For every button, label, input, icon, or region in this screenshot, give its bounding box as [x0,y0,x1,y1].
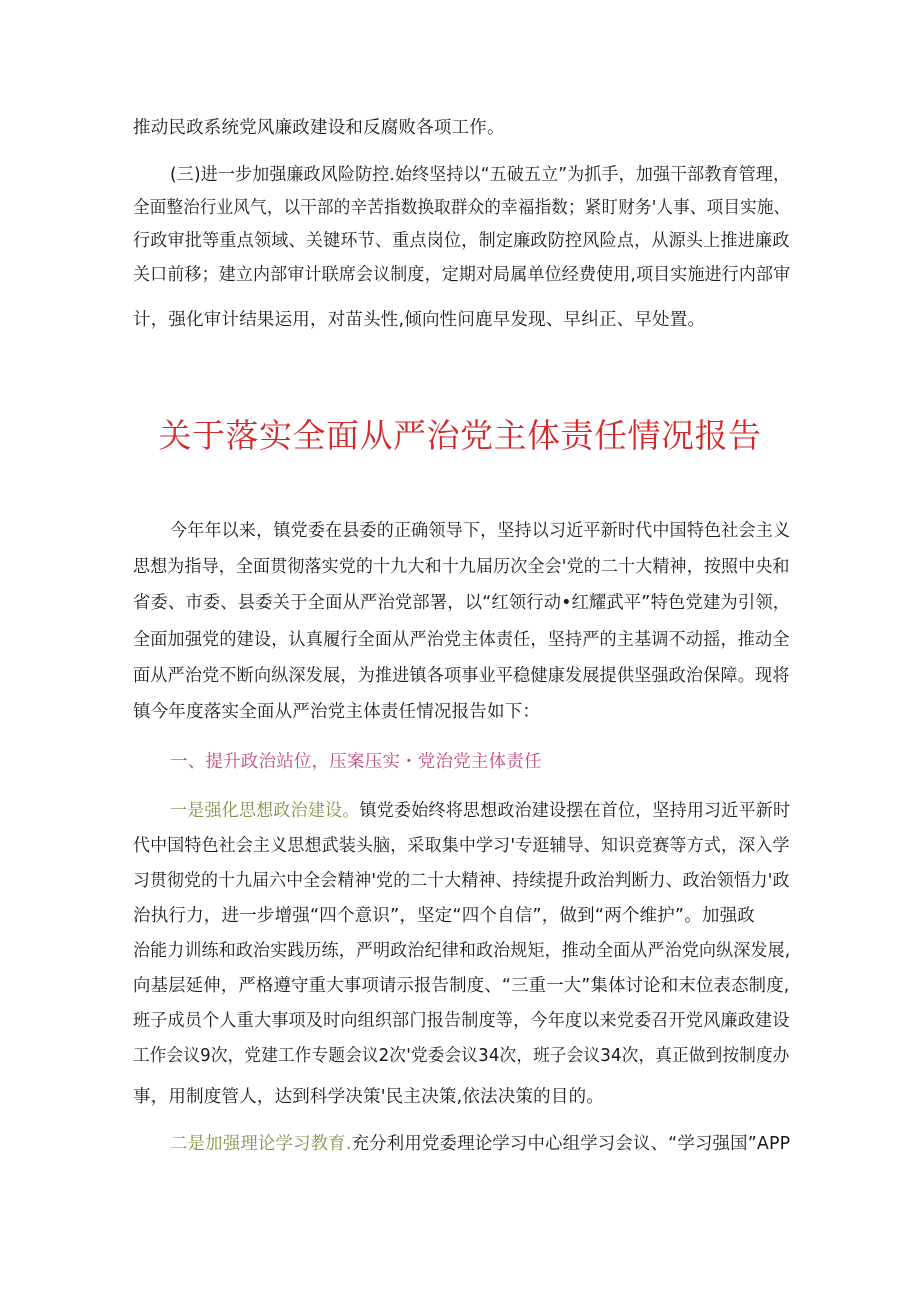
paragraph-line: (三)进一步加强廉政风险防控.始终坚持以“五破五立”为抓手，加强干部教育管理， [170,165,791,185]
paragraph-line: 计，强化审计结果运用，对苗头性,倾向性问鹿早发现、早纠正、早处置。 [133,310,706,330]
paragraph-line: 今年年以来，镇党委在县委的正确领导下，坚持以习近平新时代中国特色社会主义 [170,521,791,541]
point-lead: 一是强化思想政治建设。 [170,801,360,821]
paragraph-line [170,1132,790,1156]
paragraph-line [170,799,790,823]
report-title: 关于落实全面从严治党主体责任情况报告 [158,416,762,455]
paragraph-line: 习贯彻党的十九届六中全会精神'党的二十大精神、持续提升政治判断力、政治领悟力'政 [133,871,790,891]
paragraph-line: 代中国特色社会主义思想武装头脑，采取集中学习'专逛辅导、知识竞赛等方式，深入学 [133,836,790,856]
paragraph-line: 治能力训练和政治实践历练，严明政治纪律和政治规矩，推动全面从严治党向纵深发展, [133,941,791,961]
paragraph-line: 事，用制度管人，达到科学决策'民主决策,依法决策的目的。 [133,1087,604,1107]
paragraph-line: 面从严治党不断向纵深发展，为推进镇各项事业平稳健康发展提供坚强政治保障。现将 [133,666,790,686]
point-text: 镇党委始终将思想政治建设摆在首位，坚持用习近平新时 [359,801,791,821]
paragraph-line: 全面整治行业风气，以干部的辛苦指数换取群众的幸福指数；紧盯财务'人事、项目实施、 [133,198,791,218]
paragraph-line: 推动民政系统党风廉政建设和反腐败各项工作。 [133,118,505,138]
section-heading: 一、提升政治站位，压案压实・党治党主体责任 [170,752,542,772]
paragraph-line: 治执行力，进一步增强“四个意识”，坚定“四个自信”，做到“两个维护”。加强政 [133,906,755,926]
paragraph-line: 向基层延伸，严格遵守重大事项请示报告制度、“三重一大”集体讨论和末位表态制度, [133,976,790,996]
paragraph-line: 关口前移；建立内部审计联席会议制度，定期对局属单位经费使用,项目实施进行内部审 [133,265,791,285]
point-text: 充分利用党委理论学习中心组学习会议、“学习强国”APP [351,1134,791,1154]
paragraph-line: 行政审批等重点领域、关键环节、重点岗位，制定廉政防控风险点，从源头上推进廉政 [133,231,790,251]
paragraph-line: 省委、市委、县委关于全面从严治党部署，以“红领行动•红耀武平”特色党建为引领， [133,593,791,613]
paragraph-line: 工作会议9次，党建工作专题会议2次'党委会议34次，班子会议34次，真正做到按制度办 [133,1046,790,1066]
paragraph-line: 班子成员个人重大事项及时向组织部门报告制度等，今年度以来党委召开党风廉政建设 [133,1011,790,1031]
paragraph-line: 镇今年度落实全面从严治党主体责任情况报告如下： [133,702,541,722]
paragraph-line: 思想为指导，全面贯彻落实党的十九大和十九届历次全会'党的二十大精神，按照中央和 [133,557,790,577]
paragraph-line: 全面加强党的建设，认真履行全面从严治党主体责任，坚持严的主基调不动摇，推动全 [133,630,790,650]
point-lead: 二是加强理论学习教育. [170,1134,352,1154]
